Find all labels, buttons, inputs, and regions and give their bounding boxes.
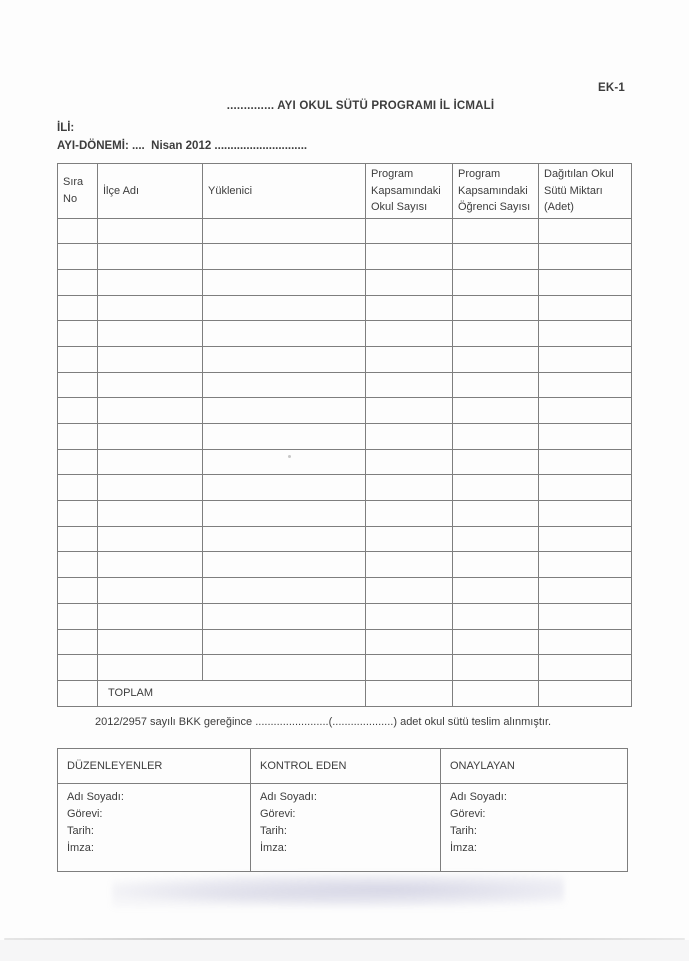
table-cell xyxy=(203,629,366,655)
table-cell xyxy=(539,321,632,347)
table-cell xyxy=(366,449,453,475)
table-cell xyxy=(539,269,632,295)
table-cell xyxy=(58,398,98,424)
scan-bleedthrough-artifact xyxy=(112,874,564,908)
table-cell xyxy=(98,218,203,244)
table-cell xyxy=(453,244,539,270)
signature-header-duzenleyenler: DÜZENLEYENLER xyxy=(58,749,251,784)
field-label-tarih: Tarih: xyxy=(67,825,94,838)
field-label-gorevi: Görevi: xyxy=(67,808,103,821)
table-row xyxy=(58,501,632,527)
table-cell xyxy=(539,372,632,398)
table-cell xyxy=(98,501,203,527)
table-cell xyxy=(58,680,98,706)
field-label-imza: İmza: xyxy=(450,842,477,855)
table-row xyxy=(58,526,632,552)
table-cell xyxy=(539,526,632,552)
table-cell xyxy=(539,475,632,501)
table-cell xyxy=(453,655,539,681)
table-cell xyxy=(539,424,632,450)
table-cell xyxy=(98,321,203,347)
table-cell xyxy=(366,424,453,450)
table-cell xyxy=(453,526,539,552)
table-cell xyxy=(539,603,632,629)
table-cell xyxy=(58,629,98,655)
table-cell xyxy=(453,449,539,475)
table-cell xyxy=(203,449,366,475)
table-cell xyxy=(366,218,453,244)
column-header-ilce-adi: İlçe Adı xyxy=(98,164,203,219)
table-cell xyxy=(539,655,632,681)
table-cell xyxy=(98,346,203,372)
table-cell xyxy=(453,552,539,578)
table-cell xyxy=(453,424,539,450)
table-cell xyxy=(453,295,539,321)
table-cell xyxy=(453,269,539,295)
table-row xyxy=(58,629,632,655)
table-cell xyxy=(58,346,98,372)
table-cell xyxy=(98,244,203,270)
table-cell xyxy=(58,501,98,527)
column-header-yuklenici: Yüklenici xyxy=(203,164,366,219)
field-label-gorevi: Görevi: xyxy=(450,808,486,821)
table-cell xyxy=(539,552,632,578)
table-cell xyxy=(98,578,203,604)
table-cell xyxy=(58,424,98,450)
column-header-ogrenci-sayisi: Program Kapsamındaki Öğrenci Sayısı xyxy=(453,164,539,219)
table-cell xyxy=(539,501,632,527)
table-row xyxy=(58,475,632,501)
total-label-cell: TOPLAM xyxy=(98,680,366,706)
table-row xyxy=(58,269,632,295)
field-label-adi-soyadi: Adı Soyadı: xyxy=(260,791,317,803)
table-cell xyxy=(366,321,453,347)
table-cell xyxy=(58,526,98,552)
total-row xyxy=(58,680,632,706)
table-cell xyxy=(539,680,632,706)
table-cell xyxy=(58,449,98,475)
column-header-sut-miktari: Dağıtılan Okul Sütü Miktarı (Adet) xyxy=(539,164,632,219)
table-cell xyxy=(58,552,98,578)
table-cell xyxy=(98,475,203,501)
table-cell xyxy=(366,346,453,372)
table-cell xyxy=(366,372,453,398)
signature-body-row xyxy=(58,784,628,872)
signature-cell-duzenleyenler xyxy=(58,784,251,872)
table-cell xyxy=(366,269,453,295)
table-cell xyxy=(453,398,539,424)
table-cell xyxy=(203,321,366,347)
table-row xyxy=(58,424,632,450)
table-row xyxy=(58,372,632,398)
table-cell xyxy=(453,346,539,372)
table-cell xyxy=(453,501,539,527)
table-row xyxy=(58,578,632,604)
signature-header-onaylayan: ONAYLAYAN xyxy=(441,749,628,784)
table-cell xyxy=(203,295,366,321)
main-table-empty-rows xyxy=(58,218,632,680)
table-cell xyxy=(453,321,539,347)
table-cell xyxy=(539,398,632,424)
signature-header-row xyxy=(58,749,628,784)
table-cell xyxy=(366,475,453,501)
table-row xyxy=(58,218,632,244)
table-cell xyxy=(539,346,632,372)
table-cell xyxy=(539,578,632,604)
table-cell xyxy=(453,578,539,604)
table-cell xyxy=(58,218,98,244)
table-cell xyxy=(453,218,539,244)
table-cell xyxy=(98,526,203,552)
table-cell xyxy=(203,475,366,501)
annex-label: EK-1 xyxy=(598,82,626,94)
table-cell xyxy=(203,424,366,450)
table-cell xyxy=(366,295,453,321)
column-header-sira-no: Sıra No xyxy=(58,164,98,219)
table-cell xyxy=(203,526,366,552)
field-label-adi-soyadi: Adı Soyadı: xyxy=(67,791,124,803)
column-header-okul-sayisi: Program Kapsamındaki Okul Sayısı xyxy=(366,164,453,219)
table-cell xyxy=(58,269,98,295)
table-cell xyxy=(98,372,203,398)
table-cell xyxy=(58,321,98,347)
table-cell xyxy=(366,680,453,706)
table-row xyxy=(58,552,632,578)
table-cell xyxy=(203,372,366,398)
table-row xyxy=(58,244,632,270)
scan-background-strip xyxy=(0,940,689,961)
table-cell xyxy=(539,449,632,475)
table-row xyxy=(58,346,632,372)
scan-speck-artifact xyxy=(288,455,291,458)
table-header-row xyxy=(58,164,632,219)
table-row xyxy=(58,655,632,681)
field-label-gorevi: Görevi: xyxy=(260,808,296,821)
table-cell xyxy=(98,449,203,475)
table-cell xyxy=(203,552,366,578)
table-cell xyxy=(203,218,366,244)
field-label-imza: İmza: xyxy=(260,842,287,855)
table-cell xyxy=(98,398,203,424)
table-cell xyxy=(58,475,98,501)
table-cell xyxy=(539,218,632,244)
table-cell xyxy=(539,244,632,270)
table-cell xyxy=(203,501,366,527)
table-cell xyxy=(539,295,632,321)
table-cell xyxy=(58,603,98,629)
field-label-tarih: Tarih: xyxy=(260,825,287,838)
table-row xyxy=(58,321,632,347)
field-label-imza: İmza: xyxy=(67,842,94,855)
table-cell xyxy=(203,578,366,604)
table-cell xyxy=(203,269,366,295)
table-row xyxy=(58,295,632,321)
table-cell xyxy=(98,295,203,321)
table-cell xyxy=(58,655,98,681)
summary-table xyxy=(57,163,632,707)
table-cell xyxy=(366,398,453,424)
table-cell xyxy=(453,629,539,655)
delivery-note: 2012/2957 sayılı BKK gereğince ........................(....................) adet okul sütü teslim alınmıştır. xyxy=(95,716,552,728)
table-cell xyxy=(98,269,203,295)
table-cell xyxy=(453,475,539,501)
table-cell xyxy=(58,372,98,398)
signature-table xyxy=(57,748,628,872)
table-cell xyxy=(203,603,366,629)
table-cell xyxy=(539,629,632,655)
table-cell xyxy=(453,372,539,398)
table-cell xyxy=(366,655,453,681)
signature-cell-onaylayan xyxy=(441,784,628,872)
table-cell xyxy=(58,578,98,604)
table-cell xyxy=(98,552,203,578)
table-cell xyxy=(366,629,453,655)
table-cell xyxy=(203,655,366,681)
table-row xyxy=(58,449,632,475)
table-row xyxy=(58,603,632,629)
table-cell xyxy=(203,244,366,270)
table-cell xyxy=(366,578,453,604)
table-row xyxy=(58,398,632,424)
table-cell xyxy=(58,244,98,270)
table-cell xyxy=(366,526,453,552)
field-label-tarih: Tarih: xyxy=(450,825,477,838)
table-cell xyxy=(203,398,366,424)
province-line: İLİ: xyxy=(57,122,75,134)
table-cell xyxy=(366,552,453,578)
table-cell xyxy=(98,424,203,450)
table-cell xyxy=(366,244,453,270)
signature-cell-kontrol-eden xyxy=(251,784,441,872)
table-cell xyxy=(98,629,203,655)
table-cell xyxy=(98,603,203,629)
table-cell xyxy=(366,603,453,629)
period-line: AYI-DÖNEMİ: .... Nisan 2012 ............................. xyxy=(57,140,308,152)
table-cell xyxy=(366,501,453,527)
table-cell xyxy=(58,295,98,321)
table-cell xyxy=(203,346,366,372)
table-cell xyxy=(98,655,203,681)
field-label-adi-soyadi: Adı Soyadı: xyxy=(450,791,507,803)
table-cell xyxy=(453,680,539,706)
table-cell xyxy=(453,603,539,629)
signature-header-kontrol-eden: KONTROL EDEN xyxy=(251,749,441,784)
document-title: .............. AYI OKUL SÜTÜ PROGRAMI İL İCMALİ xyxy=(226,100,495,112)
